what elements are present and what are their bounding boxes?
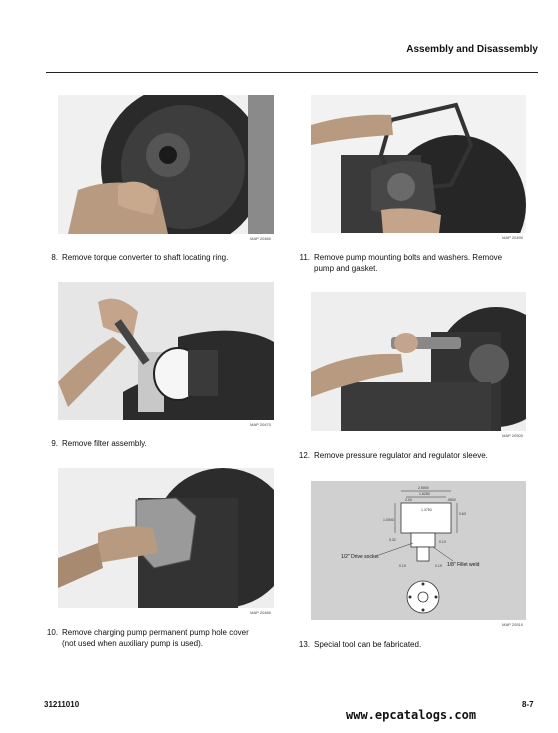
dim-label: 0.13 (439, 540, 446, 544)
tool-end-view (407, 581, 439, 613)
step-number: 12. (298, 451, 310, 460)
step-text-line: (not used when auxiliary pump is used). (62, 639, 203, 648)
photo-filter-assembly (58, 282, 274, 420)
fillet-weld-label: 1/8" Fillet weld (447, 562, 480, 568)
page-number: 8-7 (522, 700, 534, 709)
tool-socket (411, 533, 435, 547)
special-tool-diagram (311, 481, 526, 620)
map-number: MAP 20510 (502, 622, 523, 627)
step-number: 11. (299, 253, 310, 262)
step-text-line: Remove charging pump permanent pump hole cover (62, 628, 249, 637)
dim-label: .0500 (447, 498, 456, 502)
doc-number: 31211010 (44, 700, 80, 709)
step-text (314, 252, 502, 274)
step-text: Remove filter assembly. (62, 439, 147, 448)
drive-socket-label: 1/2" Drive socket (341, 554, 379, 560)
photo-torque-converter (58, 95, 274, 234)
dim-label: 2.00 (405, 498, 412, 502)
step-number: 9. (51, 439, 58, 448)
step-text-line: Remove pump mounting bolts and washers. Remove (314, 253, 503, 262)
dim-label: 0.32 (389, 538, 396, 542)
step-number: 8. (51, 253, 58, 262)
dim-label: 1.6250 (419, 492, 430, 496)
map-number: MAP 20490 (502, 235, 523, 240)
photo-pump-removal (311, 95, 526, 233)
dim-label: 1.0000 (383, 518, 394, 522)
watermark: www.epcatalogs.com (346, 708, 477, 722)
header-rule (46, 72, 538, 73)
step-text (62, 627, 249, 649)
map-number: MAP 20470 (250, 422, 271, 427)
step-text: Remove pressure regulator and regulator sleeve. (314, 451, 488, 460)
step-number: 10. (46, 628, 58, 637)
dim-label: 2.5000 (418, 486, 429, 490)
map-number: MAP 20460 (250, 236, 271, 241)
step-text: Remove torque converter to shaft locating ring. (62, 253, 229, 262)
map-number: MAP 20480 (250, 610, 271, 615)
dim-label: 0.19 (435, 564, 442, 568)
photo-charging-pump-cover (58, 468, 274, 608)
page-header-title: Assembly and Disassembly (406, 44, 538, 55)
map-number: MAP 20500 (502, 433, 523, 438)
photo-pressure-regulator (311, 292, 526, 431)
step-text-line: pump and gasket. (314, 264, 378, 273)
dim-label: 1.3750 (421, 508, 432, 512)
dim-label: 0.63 (459, 512, 466, 516)
step-text: Special tool can be fabricated. (314, 640, 422, 649)
step-number: 13. (298, 640, 310, 649)
dim-label: 0.10 (399, 564, 406, 568)
tool-stem (417, 547, 429, 561)
